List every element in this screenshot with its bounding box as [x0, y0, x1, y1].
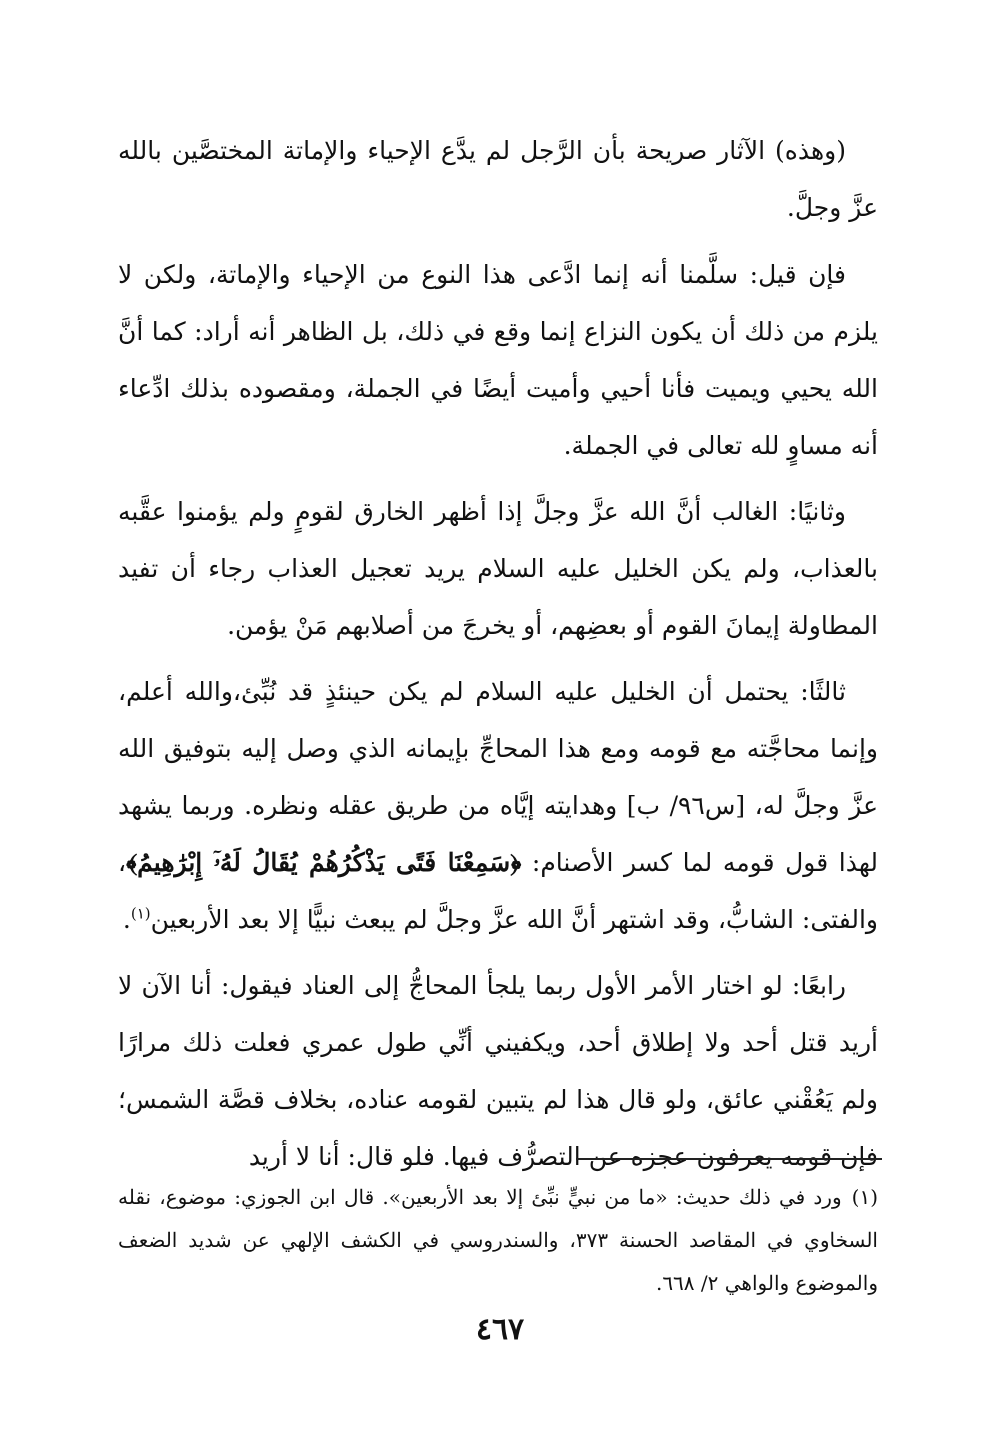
- paragraph-4: [118, 663, 878, 948]
- main-text: [118, 122, 878, 1194]
- paragraph-5: رابعًا: لو اختار الأمر الأول ربما يلجأ المحاجُّ إلى العناد فيقول: أنا الآن لا أريد قتل أحد ولا إطلاق أحد، ويكفيني أنِّي طول عمري فعلت ذلك مرارًا ولم يَعُقْني عائق، ولو قال هذا لم يتبين لقومه عناده، بخلاف قصَّة الشمس؛ فإن قومه يعرفون عجزه عن التصرُّف فيها. فلو قال: أنا لا أريد: [118, 971, 878, 1171]
- quran-verse: ﴿سَمِعْنَا فَتًى يَذْكُرُهُمْ يُقَالُ لَهُۥٓ إِبْرَٰهِيمُ﴾: [126, 848, 522, 877]
- paragraph-2: فإن قيل: سلَّمنا أنه إنما ادَّعى هذا النوع من الإحياء والإماتة، ولكن لا يلزم من ذلك أن يكون النزاع إنما وقع في ذلك، بل الظاهر أنه أراد: كما أنَّ الله يحيي ويميت فأنا أحيي وأميت أيضًا في الجملة، ومقصوده بذلك ادِّعاء أنه مساوٍ لله تعالى في الجملة.: [118, 260, 878, 460]
- footnotes: [118, 1176, 878, 1305]
- footnote-reference: (١): [130, 904, 151, 923]
- footnote-1: [118, 1176, 878, 1305]
- paragraph-4-text: ثالثًا: يحتمل أن الخليل عليه السلام لم يكن حينئذٍ قد نُبِّئ،والله أعلم، وإنما محاجَّته مع قومه ومع هذا المحاجِّ بإيمانه الذي وصل إليه بتوفيق الله عزَّ وجلَّ له، [س٩٦/ ب] وهدايته إيَّاه من طريق عقله ونظره. وربما يشهد لهذا قول قومه لما كسر الأصنام:: [118, 677, 878, 877]
- footnote-text: ورد في ذلك حديث: «ما من نبيٍّ نبِّئ إلا بعد الأربعين». قال ابن الجوزي: موضوع، نقله السخاوي في المقاصد الحسنة ٣٧٣، والسندروسي في الكشف الإلهي عن شديد الضعف والموضوع والواهي ٢/ ٦٦٨.: [118, 1185, 878, 1295]
- page-number: ٤٦٧: [475, 1312, 525, 1347]
- footnote-number: (١): [851, 1185, 878, 1209]
- footnote-separator: [576, 1158, 882, 1160]
- paragraph-1: (وهذه) الآثار صريحة بأن الرَّجل لم يدَّع الإحياء والإماتة المختصَّين بالله عزَّ وجلَّ.: [118, 136, 878, 222]
- paragraph-4-continuation: ، والفتى: الشابُّ، وقد اشتهر أنَّ الله عزَّ وجلَّ لم يبعث نبيًّا إلا بعد الأربعين: [118, 848, 878, 934]
- paragraph-4-end: .: [122, 905, 131, 934]
- paragraph-3: وثانيًا: الغالب أنَّ الله عزَّ وجلَّ إذا أظهر الخارق لقومٍ ولم يؤمنوا عقَّبه بالعذاب، ولم يكن الخليل عليه السلام يريد تعجيل العذاب رجاء أن تفيد المطاولة إيمانَ القوم أو بعضِهم، أو يخرجَ من أصلابهم مَنْ يؤمن.: [118, 497, 878, 640]
